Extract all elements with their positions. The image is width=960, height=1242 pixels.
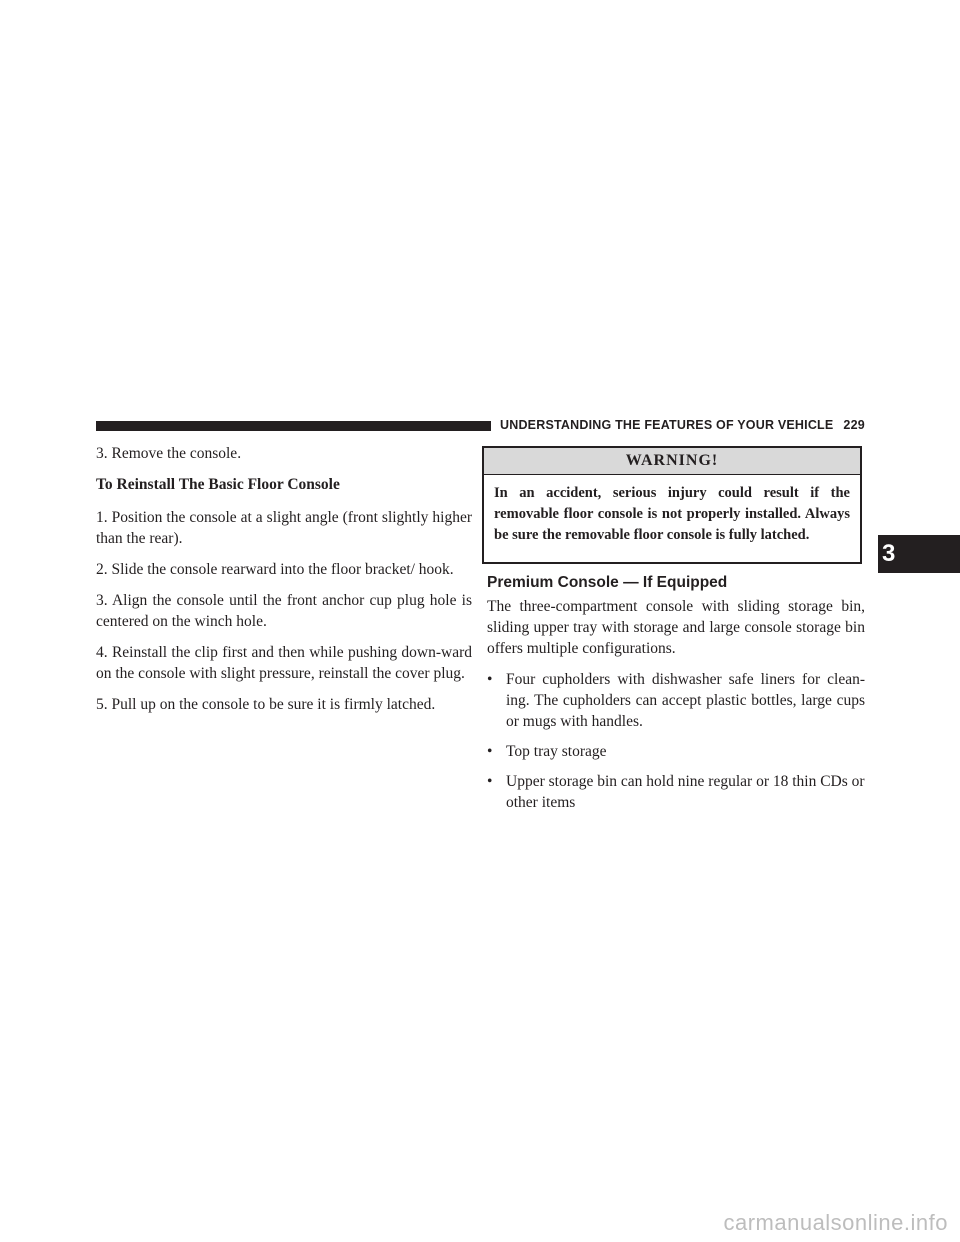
right-column (487, 573, 865, 822)
list-item-text: Top tray storage (506, 743, 607, 760)
page-number: 229 (843, 418, 865, 432)
running-header (500, 418, 865, 432)
warning-box (482, 446, 862, 564)
header-rule (96, 421, 491, 431)
step-remove-console: 3. Remove the console. (96, 445, 242, 462)
reinstall-step-4: 4. Reinstall the clip first and then while pushing down-ward on the console with slight pressure, reinstall the cover plug. (96, 644, 472, 682)
reinstall-heading: To Reinstall The Basic Floor Console (96, 476, 340, 493)
premium-console-intro: The three-compartment console with sliding storage bin, sliding upper tray with storage and large console storage bin offers multiple configurations. (487, 598, 865, 657)
reinstall-step-5: 5. Pull up on the console to be sure it is firmly latched. (96, 696, 436, 713)
list-item-text: Four cupholders with dishwasher safe liners for clean-ing. The cupholders can accept plastic bottles, large cups or mugs with handles. (506, 671, 865, 730)
reinstall-step-1: 1. Position the console at a slight angle (front slightly higher than the rear). (96, 509, 472, 547)
reinstall-step-3: 3. Align the console until the front anchor cup plug hole is centered on the winch hole. (96, 592, 472, 630)
list-item (487, 741, 865, 762)
section-title: UNDERSTANDING THE FEATURES OF YOUR VEHICLE (500, 418, 834, 432)
list-item (487, 771, 865, 813)
bullet-icon: • (487, 743, 493, 760)
warning-text: In an accident, serious injury could result if the removable floor console is not properly installed. Always be sure the removable floor console is fully latched. (494, 485, 850, 543)
bullet-icon: • (487, 671, 493, 688)
premium-console-heading: Premium Console — If Equipped (487, 574, 728, 591)
left-column (96, 443, 472, 725)
watermark: carmanualsonline.info (723, 1210, 948, 1235)
feature-list (487, 669, 865, 813)
bullet-icon: • (487, 773, 493, 790)
reinstall-step-2: 2. Slide the console rearward into the floor bracket/ hook. (96, 561, 454, 578)
list-item-text: Upper storage bin can hold nine regular or 18 thin CDs or other items (506, 773, 865, 811)
list-item (487, 669, 865, 732)
warning-title: WARNING! (484, 448, 860, 475)
chapter-tab: 3 (878, 535, 960, 573)
